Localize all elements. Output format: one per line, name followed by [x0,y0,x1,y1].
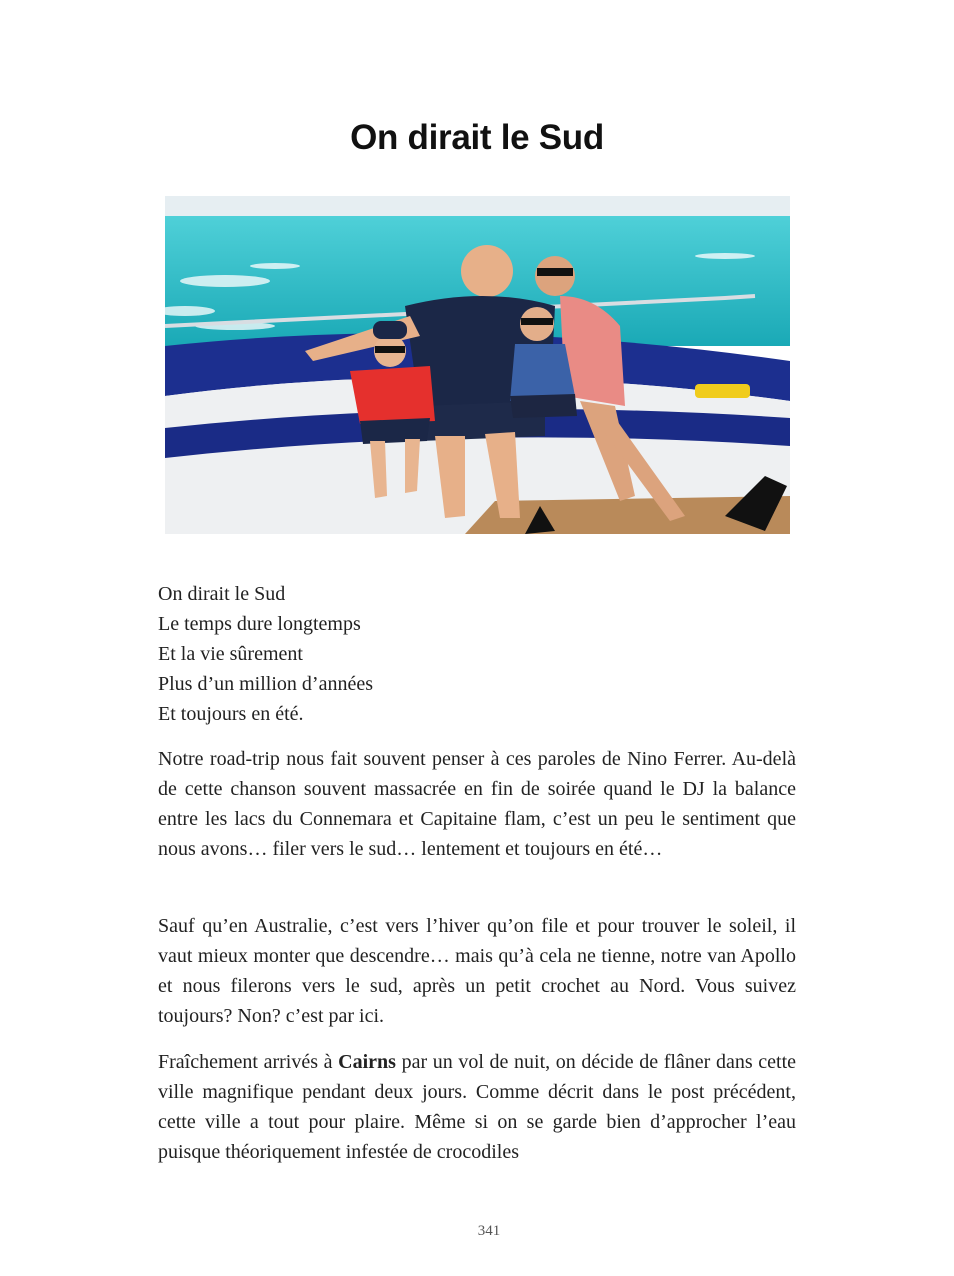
body-paragraph [158,1047,796,1167]
paragraph-text: par un vol de nuit, on décide de flâner dans cette ville magnifique pendant deux jours. Comme décrit dans le post précédent, cette ville a tout pour plaire. Même si on se garde bien d’approcher l’eau puisque théoriquement infestée de crocodiles [158,1051,796,1163]
place-name-bold: Cairns [338,1051,396,1073]
family-on-boat-photo [165,196,790,534]
body-paragraph: Notre road-trip nous fait souvent penser à ces paroles de Nino Ferrer. Au-delà de cette chanson souvent massacrée en fin de soirée quand le DJ la balance entre les lacs du Connemara et Capitaine flam, c’est un peu le sentiment que nous avons… filer vers le sud… lentement et toujours en été… [158,748,796,860]
poem-line: Et toujours en été. [158,703,304,725]
paragraph-text: Fraîchement arrivés à [158,1051,339,1073]
body-paragraph: Sauf qu’en Australie, c’est vers l’hiver qu’on file et pour trouver le soleil, il vaut mieux monter que descendre… mais qu’à cela ne tienne, notre van Apollo et nous filerons vers le sud, après un petit crochet au Nord. Vous suivez toujours? Non? c’est par ici. [158,915,796,1027]
page-title: On dirait le Sud [350,118,604,157]
poem-excerpt [158,579,798,729]
poem-line: On dirait le Sud [158,583,286,605]
page-number: 341 [477,1223,501,1239]
poem-line: Plus d’un million d’années [158,673,373,695]
poem-line: Le temps dure longtemps [158,613,361,635]
poem-line: Et la vie sûrement [158,643,303,665]
